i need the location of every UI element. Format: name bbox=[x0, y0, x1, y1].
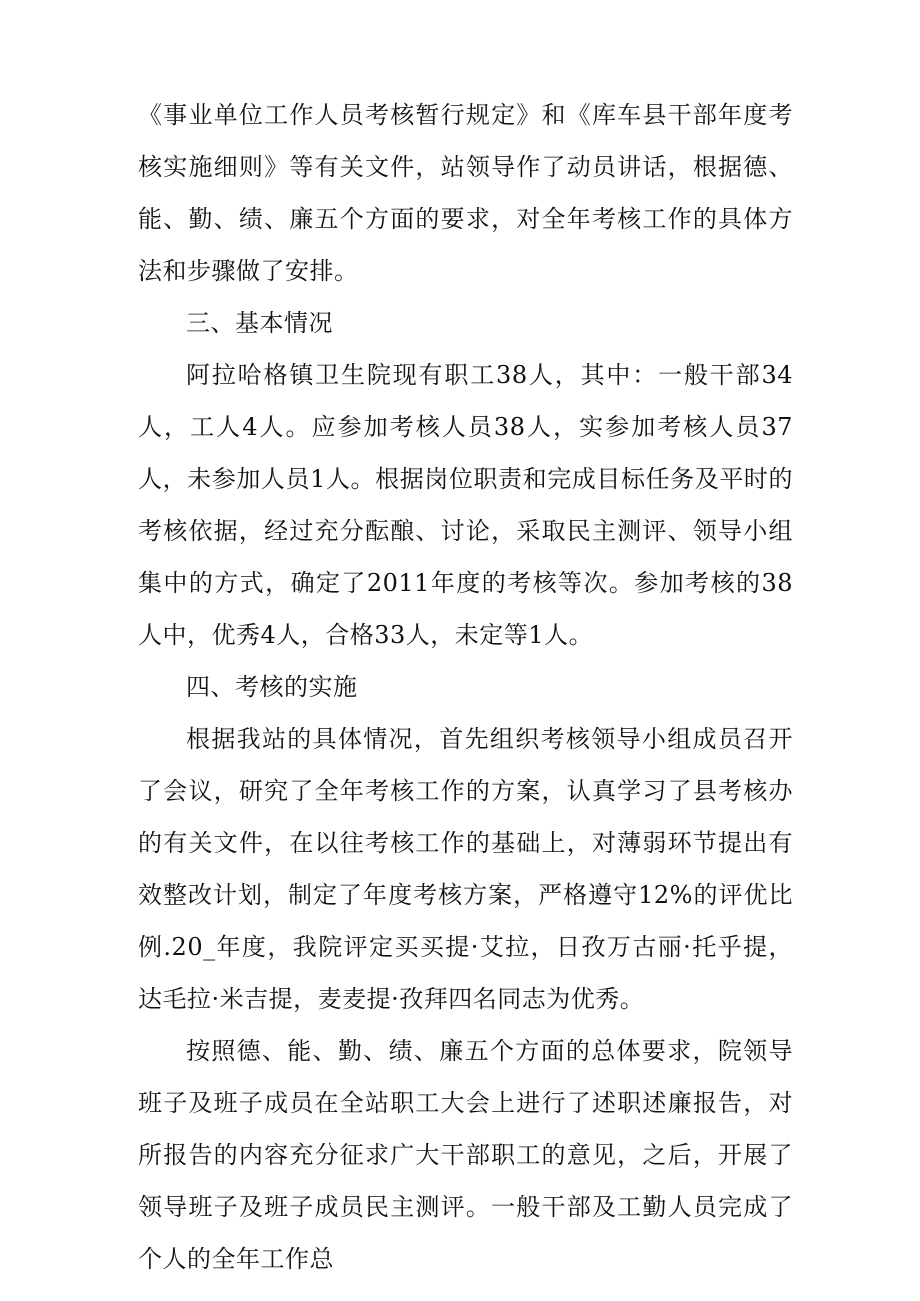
section-heading-implementation: 四、考核的实施 bbox=[186, 673, 358, 701]
paragraph-continuation: 《事业单位工作人员考核暂行规定》和《库车县干部年度考核实施细则》等有关文件，站领导作了动员讲话，根据德、能、勤、绩、廉五个方面的要求，对全年考核工作的具体方法和步骤做了安排。 bbox=[138, 101, 793, 285]
paragraph-implementation: 根据我站的具体情况，首先组织考核领导小组成员召开了会议，研究了全年考核工作的方案，认真学习了县考核办的有关文件，在以往考核工作的基础上，对薄弱环节提出有效整改计划，制定了年度考核方案，严格遵守12%的评优比例.20_年度，我院评定买买提·艾拉，日孜万古丽·托乎提，达毛拉·米吉提，麦麦提·孜拜四名同志为优秀。 bbox=[138, 725, 793, 1013]
paragraph-requirements: 按照德、能、勤、绩、廉五个方面的总体要求，院领导班子及班子成员在全站职工大会上进行了述职述廉报告，对所报告的内容充分征求广大干部职工的意见，之后，开展了领导班子及班子成员民主测评。一般干部及工勤人员完成了个人的全年工作总 bbox=[138, 1037, 793, 1273]
section-heading-basic-situation: 三、基本情况 bbox=[186, 309, 333, 337]
document-body bbox=[138, 89, 793, 1285]
paragraph-basic-situation: 阿拉哈格镇卫生院现有职工38人，其中：一般干部34人，工人4人。应参加考核人员38人，实参加考核人员37人，未参加人员1人。根据岗位职责和完成目标任务及平时的考核依据，经过充分酝酿、讨论，采取民主测评、领导小组集中的方式，确定了2011年度的考核等次。参加考核的38人中，优秀4人，合格33人，未定等1人。 bbox=[138, 361, 793, 649]
